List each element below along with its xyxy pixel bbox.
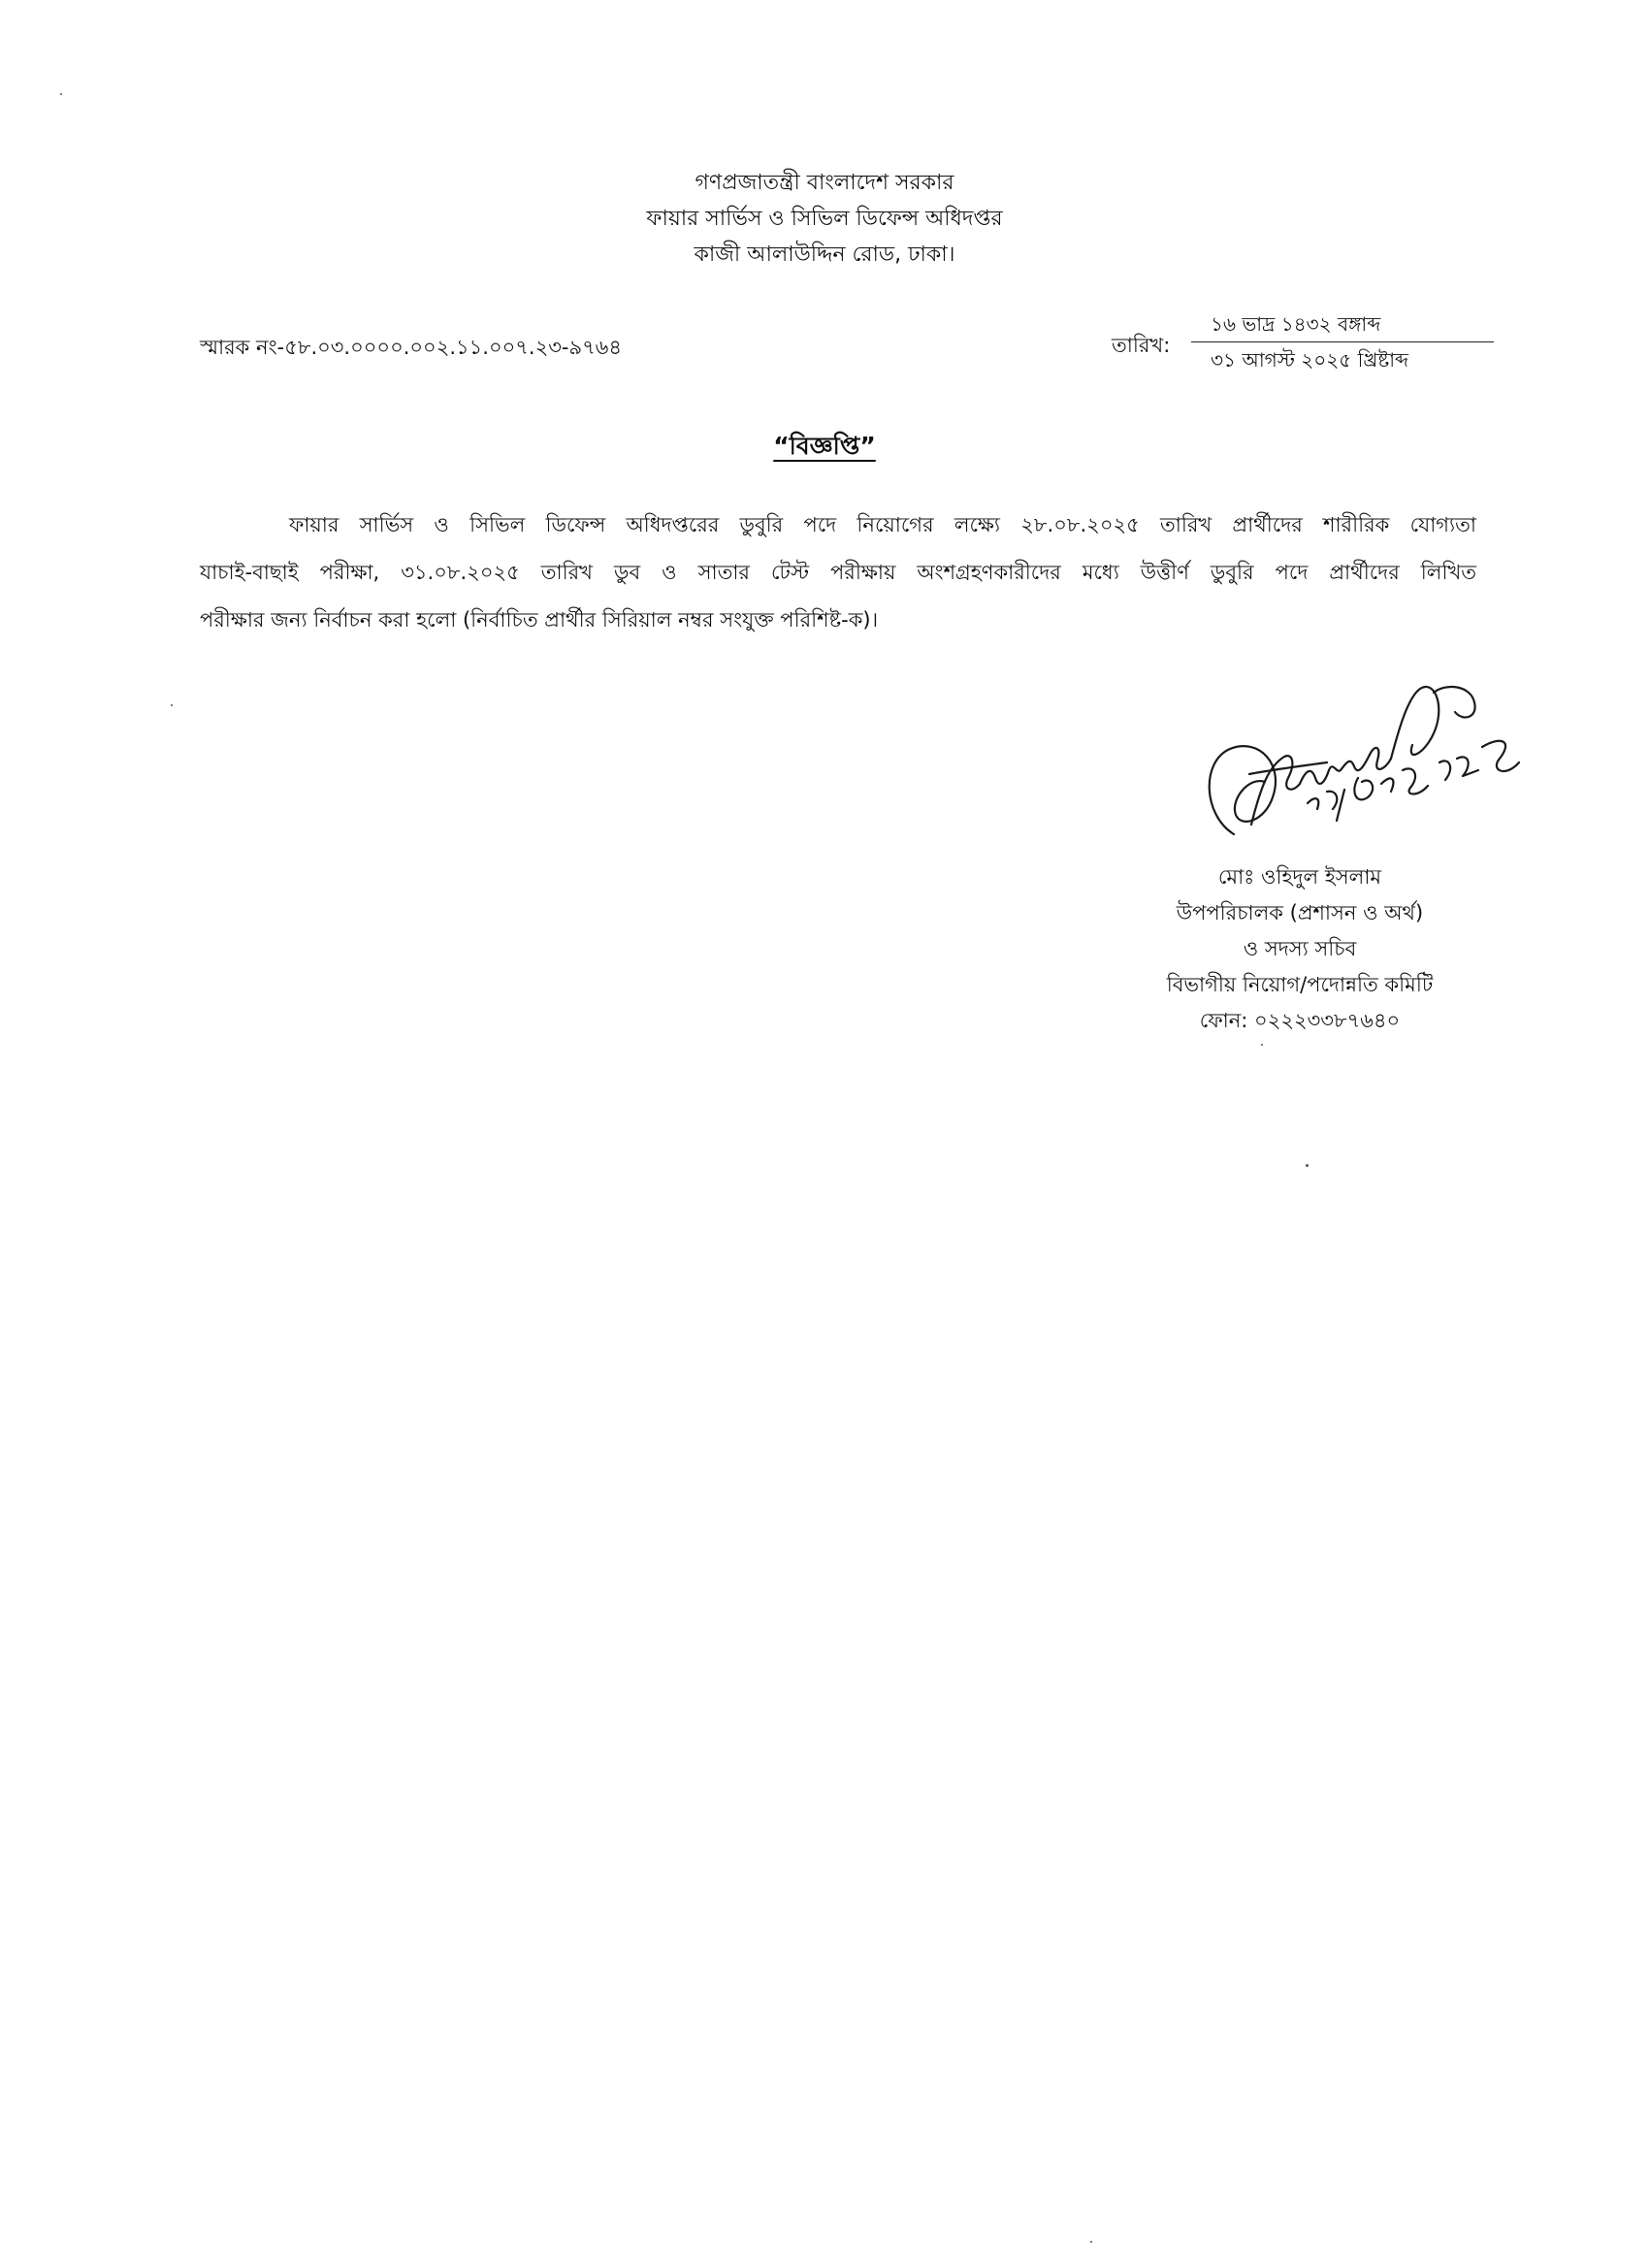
date-block: [1191, 308, 1494, 375]
signature-date-text: ৩১/৮/২০২৫: [1368, 775, 1378, 777]
date-bangla: ১৬ ভাদ্র ১৪৩২ বঙ্গাব্দ: [1211, 312, 1381, 336]
letterhead: [0, 165, 1649, 273]
scan-speck: [1306, 1164, 1309, 1167]
notice-body-line: ফায়ার সার্ভিস ও সিভিল ডিফেন্স অধিদপ্তরের ডুবুরি পদে নিয়োগের লক্ষ্যে ২৮.০৮.২০২৫ তারিখ প্রার্থীদের শারীরিক যোগ্যতা: [289, 513, 1476, 536]
notice-body-line: যাচাই-বাছাই পরীক্ষা, ৩১.০৮.২০২৫ তারিখ ডুব ও সাতার টেস্ট পরীক্ষায় অংশগ্রহণকারীদের মধ্যে উত্তীর্ণ ডুবুরি পদে প্রার্থীদের লিখিত: [200, 561, 1476, 584]
signer-name: মোঃ ওহিদুল ইসলাম: [1217, 865, 1382, 889]
government-name: গণপ্রজাতন্ত্রী বাংলাদেশ সরকার: [695, 171, 954, 195]
scan-speck: [171, 704, 173, 706]
notice-body: [200, 502, 1476, 644]
department-name: ফায়ার সার্ভিস ও সিভিল ডিফেন্স অধিদপ্তর: [646, 207, 1003, 231]
signer-phone: ফোন: ০২২২৩৩৮৭৬৪০: [1199, 1009, 1401, 1032]
department-address: কাজী আলাউদ্দিন রোড, ঢাকা।: [694, 243, 955, 267]
signer-designation: উপপরিচালক (প্রশাসন ও অর্থ): [1176, 901, 1424, 924]
notice-body-line: পরীক্ষার জন্য নির্বাচন করা হলো (নির্বাচিত প্রার্থীর সিরিয়াল নম্বর সংযুক্ত পরিশিষ্ট-ক)।: [200, 608, 879, 632]
signer-committee: বিভাগীয় নিয়োগ/পদোন্নতি কমিটি: [1166, 973, 1434, 996]
scan-speck: [1090, 2241, 1092, 2243]
handwritten-signature: [1191, 669, 1540, 863]
date-label: তারিখ:: [1112, 334, 1171, 357]
memo-number: স্মারক নং-৫৮.০৩.০০০০.০০২.১১.০০৭.২৩-৯৭৬৪: [200, 336, 623, 359]
scan-speck: [1261, 1044, 1263, 1046]
scan-speck: [60, 93, 62, 95]
signer-role: ও সদস্য সচিব: [1243, 937, 1357, 960]
date-divider: [1191, 341, 1494, 342]
notice-title-text: “বিজ্ঞপ্তি”: [773, 432, 876, 460]
signer-block: [1116, 859, 1484, 1039]
notice-title: [0, 427, 1649, 469]
date-english: ৩১ আগস্ট ২০২৫ খ্রিষ্টাব্দ: [1211, 348, 1409, 372]
